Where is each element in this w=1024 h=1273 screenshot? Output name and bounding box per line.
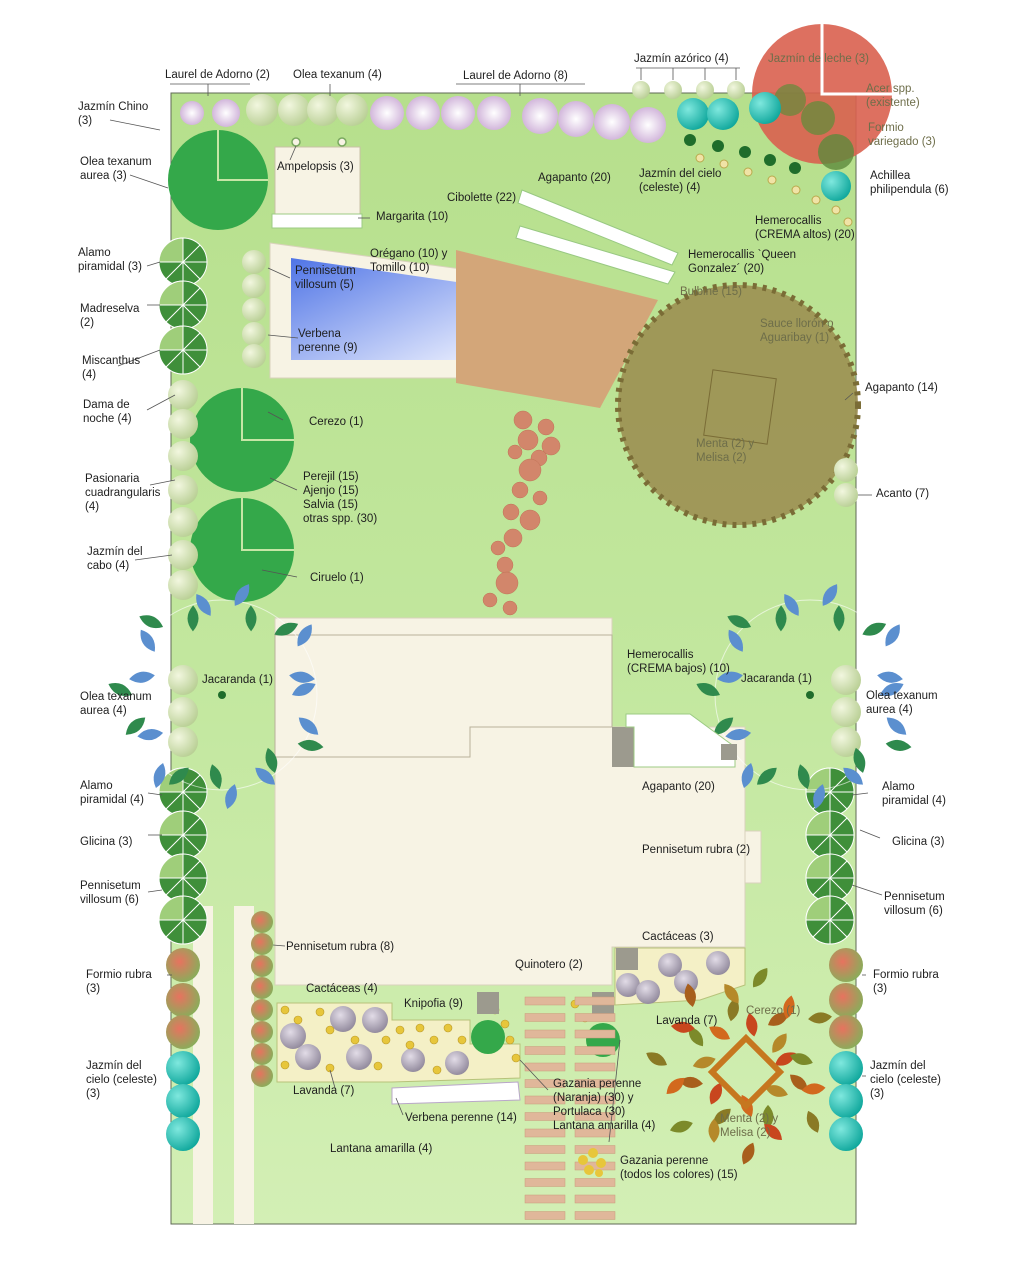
label-jazmin-leche: Jazmín de leche (3)	[768, 53, 869, 65]
ampelopsis-plant	[292, 138, 300, 146]
leaf	[860, 619, 888, 640]
cactaceas-stone	[616, 948, 638, 970]
label-alamo-4-right: Alamo piramidal (4)	[882, 781, 946, 807]
flower-dot	[501, 1020, 509, 1028]
label-jazmin-azorico: Jazmín azórico (4)	[634, 53, 729, 65]
step	[525, 1014, 565, 1022]
path-left-b	[234, 906, 254, 1224]
step	[575, 997, 615, 1005]
label-alamo-3: Alamo piramidal (3)	[78, 247, 142, 273]
label-jacaranda-right: Jacaranda (1)	[741, 673, 812, 685]
label-laurel-adorno-8: Laurel de Adorno (8)	[463, 70, 568, 82]
ciruelo-tree	[190, 498, 294, 602]
label-jazmin-cielo-right: Jazmín del cielo (celeste) (3)	[870, 1060, 941, 1100]
quinotero-stone-left	[477, 992, 499, 1014]
label-olea-texanum-4-top: Olea texanum (4)	[293, 69, 382, 81]
ampelopsis-pergola	[275, 147, 360, 214]
label-lantana-amarilla: Lantana amarilla (4)	[330, 1143, 433, 1155]
label-lavanda-right: Lavanda (7)	[656, 1015, 718, 1027]
step	[575, 1063, 615, 1071]
patio-step-right	[745, 831, 761, 883]
label-lavanda-7: Lavanda (7)	[293, 1085, 355, 1097]
label-verbena-14: Verbena perenne (14)	[405, 1112, 517, 1124]
leaf	[876, 670, 903, 685]
label-quinotero: Quinotero (2)	[515, 959, 583, 971]
label-pennisetum-villosum-6-left: Pennisetum villosum (6)	[80, 880, 141, 906]
label-achillea: Achillea philipendula (6)	[870, 170, 949, 196]
label-knipofia: Knipofia (9)	[404, 998, 463, 1010]
label-jacaranda-left: Jacaranda (1)	[202, 674, 273, 686]
leaf	[885, 738, 912, 752]
step	[525, 1212, 565, 1220]
flower-dot	[506, 1036, 514, 1044]
flower-dot	[444, 1024, 452, 1032]
step	[525, 1063, 565, 1071]
step	[575, 1047, 615, 1055]
label-pennisetum-rubra-2: Pennisetum rubra (2)	[642, 844, 751, 856]
flower-dot	[458, 1036, 466, 1044]
label-perejil: Perejil (15) Ajenjo (15) Salvia (15) otras spp. (30)	[303, 471, 378, 525]
step	[525, 1030, 565, 1038]
label-pasionaria: Pasionaria cuadrangularis (4)	[85, 473, 161, 513]
leaf	[128, 670, 155, 685]
agapanto-corner-stone	[721, 744, 737, 760]
label-agapanto-20-mid: Agapanto (20)	[642, 781, 715, 793]
label-laurel-adorno-2: Laurel de Adorno (2)	[165, 69, 270, 81]
label-cerezo-bottom: Cerezo (1)	[746, 1005, 801, 1017]
label-jazmin-chino: Jazmín Chino (3)	[78, 101, 149, 127]
label-menta-bottom: Menta (2) y Melisa (2)	[720, 1113, 779, 1139]
label-menta-top: Menta (2) y Melisa (2)	[696, 438, 755, 464]
label-dama-noche: Dama de noche (4)	[83, 399, 132, 425]
flower-dot	[416, 1024, 424, 1032]
step	[525, 1047, 565, 1055]
label-oregano: Orégano (10) y Tomillo (10)	[370, 248, 448, 274]
step	[525, 1195, 565, 1203]
label-cactaceas-4: Cactáceas (4)	[306, 983, 378, 995]
step	[525, 1179, 565, 1187]
flower-dot	[430, 1036, 438, 1044]
flower-dot	[396, 1026, 404, 1034]
label-pennisetum-villosum-6-right: Pennisetum villosum (6)	[884, 891, 945, 917]
quinotero-tree-left	[471, 1020, 505, 1054]
flower-dot	[351, 1036, 359, 1044]
step	[575, 1212, 615, 1220]
label-miscanthus: Miscanthus (4)	[82, 355, 141, 381]
label-acer: Acer spp. (existente)	[866, 83, 920, 109]
flower-dot	[374, 1062, 382, 1070]
label-acanto: Acanto (7)	[876, 488, 930, 500]
flower-dot	[294, 1016, 302, 1024]
label-agapanto-14: Agapanto (14)	[865, 382, 938, 394]
formio-variegado-plant	[818, 134, 854, 170]
label-glicina-left: Glicina (3)	[80, 836, 133, 848]
label-agapanto-20-top: Agapanto (20)	[538, 172, 611, 184]
cerezo-tree	[190, 388, 294, 492]
label-hemerocallis-bajos: Hemerocallis (CREMA bajos) (10)	[627, 649, 730, 675]
leaf	[137, 727, 164, 741]
flower-dot	[316, 1008, 324, 1016]
step	[575, 1195, 615, 1203]
step	[525, 1146, 565, 1154]
step	[525, 997, 565, 1005]
label-hemerocallis-altos: Hemerocallis (CREMA altos) (20)	[755, 215, 855, 241]
patio-corner-stone	[612, 727, 634, 767]
margarita-strip	[272, 214, 362, 228]
label-pennisetum-villosum-5: Pennisetum villosum (5)	[295, 265, 356, 291]
label-olea-aurea-left: Olea texanum aurea (4)	[80, 691, 152, 717]
step	[525, 1162, 565, 1170]
step	[575, 1179, 615, 1187]
flower-dot	[512, 1054, 520, 1062]
label-formio-variegado: Formio variegado (3)	[868, 122, 936, 148]
label-hemerocallis-queen: Hemerocallis `Queen Gonzalez´ (20)	[688, 249, 797, 275]
label-pennisetum-rubra-8: Pennisetum rubra (8)	[286, 941, 395, 953]
step	[575, 1014, 615, 1022]
label-formio-rubra-right: Formio rubra (3)	[873, 969, 939, 995]
olea-aurea-top-tree	[168, 130, 268, 230]
flower-dot	[281, 1006, 289, 1014]
label-glicina-right: Glicina (3)	[892, 836, 945, 848]
label-formio-rubra-left: Formio rubra (3)	[86, 969, 152, 995]
label-margarita: Margarita (10)	[376, 211, 449, 223]
flower-dot	[281, 1061, 289, 1069]
label-madreselva: Madreselva (2)	[80, 303, 140, 329]
label-cibolette: Cibolette (22)	[447, 192, 517, 204]
leaf	[136, 627, 159, 655]
flower-dot	[433, 1066, 441, 1074]
label-bulbine: Bulbine (15)	[680, 286, 743, 298]
formio-variegado-plant	[801, 101, 835, 135]
flower-dot	[382, 1036, 390, 1044]
label-ampelopsis: Ampelopsis (3)	[277, 161, 354, 173]
label-jazmin-cielo-left: Jazmín del cielo (celeste) (3)	[86, 1060, 157, 1100]
flower-dot	[406, 1041, 414, 1049]
label-verbena-9: Verbena perenne (9)	[298, 328, 358, 354]
pennisetum-villosum-pool	[242, 250, 266, 368]
label-sauce: Sauce llorón o Aguaribay (1)	[760, 318, 834, 344]
label-gazania-colores: Gazania perenne (todos los colores) (15)	[620, 1155, 738, 1181]
label-cactaceas-3: Cactáceas (3)	[642, 931, 714, 943]
label-cerezo: Cerezo (1)	[309, 416, 364, 428]
label-alamo-4-left: Alamo piramidal (4)	[80, 780, 144, 806]
label-olea-aurea-right: Olea texanum aurea (4)	[866, 690, 938, 716]
label-gazania-naranja: Gazania perenne (Naranja) (30) y Portulaca (30) Lantana amarilla (4)	[553, 1078, 656, 1132]
label-jazmin-cielo-top: Jazmín del cielo (celeste) (4)	[639, 168, 722, 194]
step	[575, 1030, 615, 1038]
flower-dot	[326, 1026, 334, 1034]
label-olea-aurea-top: Olea texanum aurea (3)	[80, 156, 152, 182]
label-jazmin-cabo: Jazmín del cabo (4)	[87, 546, 143, 572]
label-ciruelo: Ciruelo (1)	[310, 572, 364, 584]
ampelopsis-plant	[338, 138, 346, 146]
